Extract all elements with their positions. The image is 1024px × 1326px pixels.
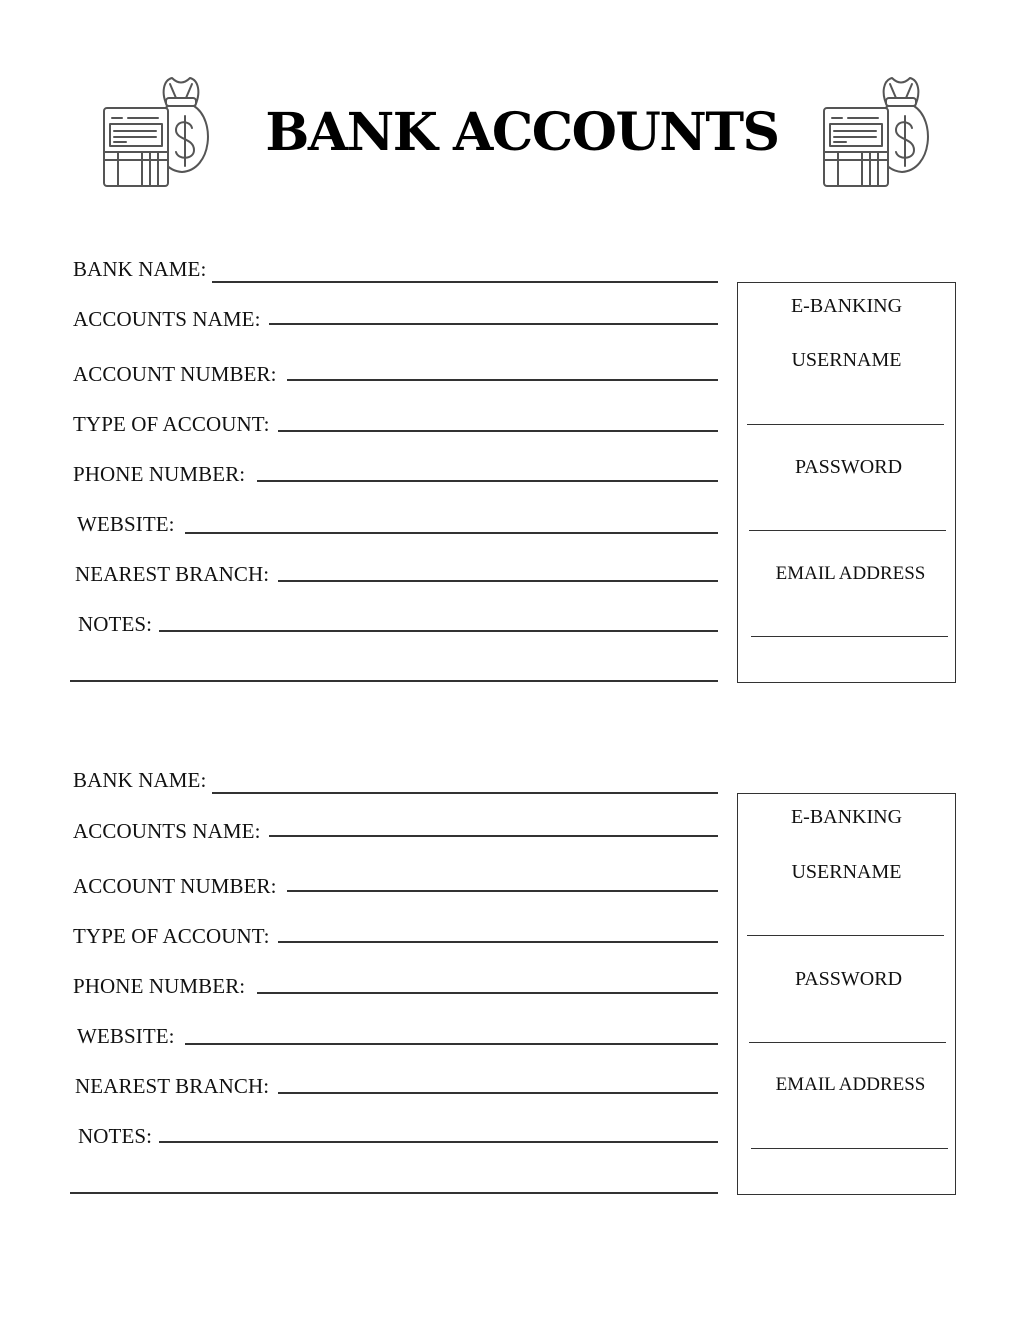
notes-input[interactable]	[159, 630, 718, 632]
field-label-phone-number: PHONE NUMBER:	[73, 974, 246, 998]
field-label-website: WEBSITE:	[77, 1024, 175, 1048]
bank-name-input[interactable]	[212, 281, 718, 283]
email-address-input[interactable]	[751, 1148, 948, 1149]
field-label-account-number: ACCOUNT NUMBER:	[73, 362, 277, 386]
field-label-bank-name: BANK NAME:	[73, 768, 207, 792]
field-label-type-of-account: TYPE OF ACCOUNT:	[73, 924, 270, 948]
notes-input-line-2[interactable]	[70, 680, 718, 682]
field-label-type-of-account: TYPE OF ACCOUNT:	[73, 412, 270, 436]
accounts-name-input[interactable]	[269, 835, 718, 837]
account-number-input[interactable]	[287, 379, 718, 381]
account-number-input[interactable]	[287, 890, 718, 892]
page-title: BANK ACCOUNTS	[265, 102, 779, 163]
notes-input-line-2[interactable]	[70, 1192, 718, 1194]
e-banking-title: E-BANKING	[790, 806, 903, 828]
phone-number-input[interactable]	[257, 480, 718, 482]
password-label: PASSWORD	[794, 968, 903, 990]
field-label-notes: NOTES:	[78, 612, 153, 636]
notes-input[interactable]	[159, 1141, 718, 1143]
e-banking-box	[737, 282, 956, 683]
username-label: USERNAME	[791, 349, 902, 371]
type-of-account-input[interactable]	[278, 941, 718, 943]
field-label-website: WEBSITE:	[77, 512, 175, 536]
email-address-label: EMAIL ADDRESS	[775, 1074, 926, 1095]
email-address-label: EMAIL ADDRESS	[775, 563, 926, 584]
e-banking-box	[737, 793, 956, 1195]
type-of-account-input[interactable]	[278, 430, 718, 432]
username-label: USERNAME	[791, 861, 902, 883]
website-input[interactable]	[185, 532, 718, 534]
phone-number-input[interactable]	[257, 992, 718, 994]
field-label-notes: NOTES:	[78, 1124, 153, 1148]
nearest-branch-input[interactable]	[278, 580, 718, 582]
password-input[interactable]	[749, 530, 946, 531]
username-input[interactable]	[747, 424, 944, 425]
password-label: PASSWORD	[794, 456, 903, 478]
bank-name-input[interactable]	[212, 792, 718, 794]
field-label-nearest-branch: NEAREST BRANCH:	[75, 1074, 270, 1098]
nearest-branch-input[interactable]	[278, 1092, 718, 1094]
username-input[interactable]	[747, 935, 944, 936]
field-label-bank-name: BANK NAME:	[73, 257, 207, 281]
website-input[interactable]	[185, 1043, 718, 1045]
accounts-name-input[interactable]	[269, 323, 718, 325]
e-banking-title: E-BANKING	[790, 295, 903, 317]
password-input[interactable]	[749, 1042, 946, 1043]
field-label-phone-number: PHONE NUMBER:	[73, 462, 246, 486]
field-label-account-number: ACCOUNT NUMBER:	[73, 874, 277, 898]
field-label-accounts-name: ACCOUNTS NAME:	[73, 307, 261, 331]
field-label-nearest-branch: NEAREST BRANCH:	[75, 562, 270, 586]
email-address-input[interactable]	[751, 636, 948, 637]
field-label-accounts-name: ACCOUNTS NAME:	[73, 819, 261, 843]
